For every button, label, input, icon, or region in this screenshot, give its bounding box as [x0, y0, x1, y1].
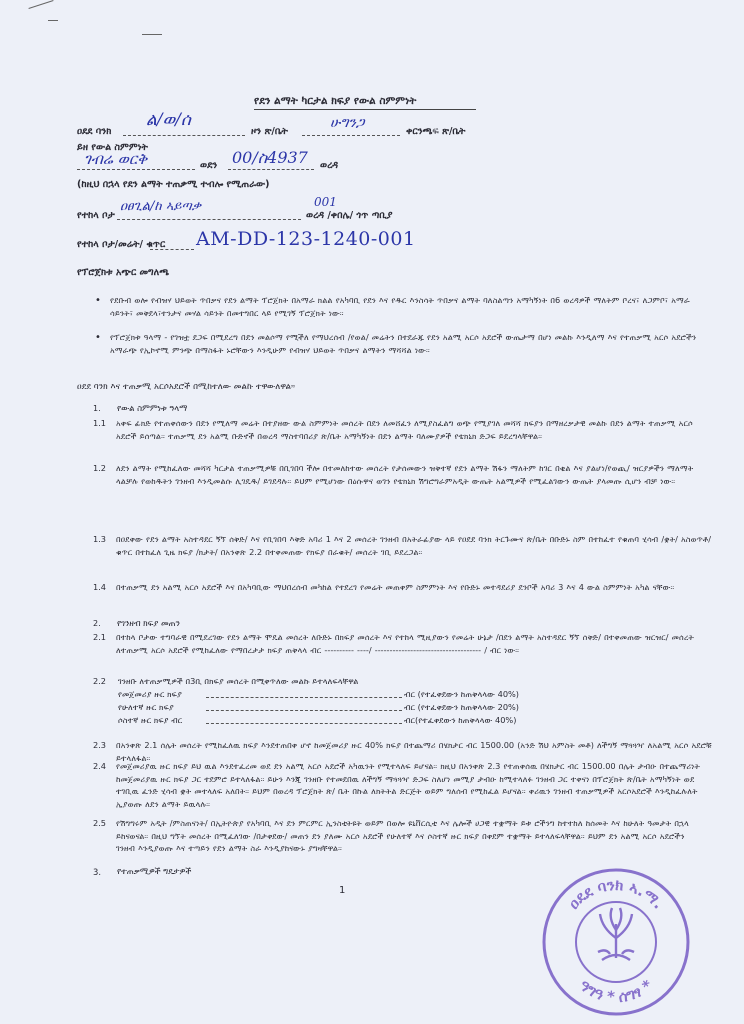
fill-line	[206, 710, 402, 711]
clause-number: 1.1	[93, 418, 107, 428]
scan-mark	[28, 0, 53, 9]
woreda-kebele-label: ወረዳ /ቀበሌ/ ጎጥ ጣቢያ	[306, 210, 393, 221]
clause-text: የመጀመሪያዉ ዙር ክፍያ ይህ ዉል እንደተፈረመ ወደ ደን አልሚ አርሶ አደሮች አካዉንት የሚተላለፍ ይሆናል። ክዚህ በአንቀጽ 2.3 የተጠቀሰዉ በሄክታር ብር 1500.00 በሌት ታብዑ በተጨማሪነት ከመጀመሪያዉ ዙር ክፍያ ጋር ተደምሮ ይተላለፋል። ይሁን እንጂ ገንዘቡ የተመደበዉ ለችግኝ ማጓጓዣ ድጋፍ ስለሆነ መሚያ ታብዑ ከሚተላለፉ ገንዘብ ጋር ተቀናነ በፕሮጀክት ጽ/ቤት አማካኝነት ወደ ተገቢዉ ፈንድ ሂሳብ ቋት መተላለፍ አለበት። ይህም በወረዳ ፕሮጀክት ጽ/ ቤት በኩል ለክትትል ድርጅት ወይም ግለሰብ የሚከፈል ይሆናል። ቀሪዉን ገንዘብ ተጠቃሚዎች አርሶአደሮች እንዲከፈሉለት ኢያወጡ ለደን ልማት ይዉላሉ።	[116, 761, 700, 809]
section-3-title: የተጠቃሚዎች ግዴታዎች	[117, 866, 192, 876]
clause-text: ለደን ልማት የሚከፈለው መሻሻ ካርታል ተጠቃሚዎቹ በቢገበባ ችሎ በተመለከተው መሰረት የታሰመውን ዝቅተኛ የደን ልማት ሽፋን ማለትም ከገር በቂል እና ያልሆነ/የወጪ/ ዝርያዎችን ማለማት ላልቻሉ የወከዱትን ገንዘብ እንዲመልሱ ሊገዴዱ/ ይገደዳሉ። ይህም የሚሆነው በዕሱዋና ወገን የቴክኒክ ሽግሮግራምአዲት ውጤት አልሚዎች የሚፈልገውን ውጤት ያላመጡ ሲሆን ብቻ ነው።	[116, 463, 694, 486]
clause-text: ገንዘቡ ለተጠቃሚዎች በ3ቢ በክፍያ መሰረት በሚቀጥለው መልኩ ይተላለፍላቸዋል	[118, 676, 359, 686]
stamp-graphic	[542, 868, 690, 1016]
clause-number: 1.2	[93, 463, 107, 473]
bullet-paragraph: የፕሮጀክቱ ዓላማ - የገዝቷ ደጋፍ በሚደረግ በደን መልሶማ የሚችለ የማህረሰብ /የወል/ መሬትን በተደራጁ የደን አልሚ አርሶ አደሮች ውጤታማ በሆነ መልኩ እንዲለማ እና የተጠቃሚ አርሶ አደሮችን አማራጭ የኢኮኖሚ ምንጭ በማስፋት ኑሮቸውን እንዲሁም የብዝሃ ህይወት ጥበቃና ልማትን ማሻሻል ነው።	[110, 332, 697, 355]
title-underline	[254, 109, 476, 110]
payment-round-percent: ብር (የተፈቀደውን ከጠቅላላው 20%)	[404, 702, 520, 712]
fill-line	[150, 249, 194, 250]
clause-text: በተከላ ቦታው ተግባራዊ በሚደረገው የደን ልማት ሞዴል መሰረት ለቡድኑ በክፍያ መሰረት እና የተከላ ሚዚያውን የመሬት ሁኔታ /በደን ልማት አስተዳደር ኝኘ ሰቅድ/ በተቀመጠው ዝርዝር/ መሰረት ለተጠቃሚ አርሶ አደሮች የሚከፈለው የማበረታታ ክፍያ ጠቅላላ ብር ---------- ----/ ------------------------------------ / ብር ነው።	[116, 632, 694, 655]
handwritten-site-code: AM-DD-123-1240-001	[196, 228, 416, 250]
handwritten-site-number: 001	[314, 195, 337, 209]
clause-number: 2.4	[93, 761, 107, 771]
planting-site-label: የተከላ ቦታ	[77, 210, 115, 221]
section-number: 1.	[93, 404, 101, 413]
stamp-bottom-text: ዓግዓ * ሰግፃ *	[575, 976, 657, 1007]
project-summary-heading: የፕሮጀክቱ አጭር መግለጫ	[77, 267, 170, 278]
official-stamp	[542, 868, 690, 1016]
payment-round-label: የሁለተኛ ዙር ክፍያ	[118, 702, 174, 712]
payment-round-percent: ብር (የተፈቀደውን ከጠቅላላው 40%)	[404, 689, 520, 699]
stamp-top-text: ዐደደ ባንክ ኣ.ማ.	[564, 875, 668, 913]
fill-line	[123, 135, 245, 136]
section-number: 2.	[93, 619, 101, 628]
fill-line	[228, 169, 314, 170]
svg-text:ዓግዓ * ሰግፃ *	[576, 976, 656, 1006]
clause-number: 2.1	[93, 632, 107, 642]
clause-text: አቀፍ ፊክድ የተጠቀሰውን በደን የሚለማ መሬት በተያዘው ውል ስምምነት መሰረት በደን ለመሸፈን ለሚያስፈልግ ወጭ የሚያገለ መሻሻ ክፍያን በማዘረቃታዊ መልኩ በደን ልማት ተጠቃሚ አርሶ አደሮች ይሰጣል። ተጠቃሚ ደን አልሚ ቡድኖች በወረዳ ማስተባበሪያ ጽ/ቤት አማካኝነት በደን ልማት ባለሙያዎች የቴክኒክ ድጋፍ ይደረግላቸዋል።	[116, 418, 693, 441]
handwritten-name: ገብሬ ወርቅ	[84, 150, 148, 168]
handwritten-bank-branch: ል/ወ/ሰ	[146, 110, 191, 130]
forest-label: ወደን	[200, 160, 218, 171]
scan-mark	[142, 34, 162, 35]
payment-round-percent: ብር(የተፈቀደውን ከጠቅላላው 40%)	[404, 715, 517, 725]
clause-text: የሽግግሩም አዲት /ምስጠናነት/ በኢትዮጵያ የአካባቢ እና ደን ምርምር ኢንስቲትዩት ወይም በወሎ ዩኒቨርሲቲ እና ሌሎች ሀጋዊ ተቋማት ይቱ ሮችንግ ከተተከለ ከሰመት እና ከሁለት ዓመታት በኋላ ይከናወናል። በዚህ ግኘት መሰረት በሚፈለገው /በታቀደው/ መጠን ደን ያለሙ አርሶ አደሮች የሁለተኛ እና ሶስተኛ ዙር ክፍያ በቀደም ተቋማት ይተላለፍላቸዋል። ይህም ደን አልሚ አርሶ አደሮችን ገንዘብ እንዲያወጡ እና ተጣይን የደን ልማት ስራ እንዲያከናውኑ ያግዛቸዋል።	[116, 818, 689, 854]
clause-text: በዐደቀው የደን ልማት አስተዳደር ኝኘ ሰቅድ/ እና የቢገበባ እቅድ አባሪ 1 እና 2 መሰረት ገንዘብ በአትራፊያው ላይ የዐደደ ባንክ ትርጉሙና ጽ/ቤት በቡድኑ ስም በተከፈተ የቁጠባ ሂሳብ /ቋት/ አስወጥቶ/ ቁጥር በተከፈለ ጊዜ ክፍያ /ክታት/ በአንቀጽ 2.2 በተቀመጠው የክፍያ በራቁት/ መሰረት ገቢ ይደረጋል።	[116, 534, 712, 557]
bullet-icon: •	[95, 295, 101, 306]
fill-line	[117, 219, 301, 220]
beneficiary-note: (ከዚህ በኋላ የደን ልማት ተጠቃሚ ተብሎ የሚጠራው)	[77, 179, 270, 190]
section-2-title: የገንዘብ ክፍያ መጠን	[117, 618, 180, 628]
clause-number: 2.3	[93, 740, 107, 750]
bullet-icon: •	[95, 332, 101, 343]
clause-number: 2.2	[93, 676, 107, 686]
stamp-flower-icon	[598, 908, 634, 960]
woreda-label: ወረዳ	[320, 160, 339, 171]
document-title: የደን ልማት ካርታል ክፍያ የውል ስምምነት	[254, 95, 417, 107]
bullet-paragraph: የደቡብ ወሎ የብዝሃ ህይወት ጥበቃና የደን ልማት ፕሮጀክት በአማራ ክልል የአካባቢ የደን እና የዱር እንስሳት ጥበቃና ልማት ባለስልጣን አማካኝነት በ6 ወረዳዎች ማለትም ቦረና፣ ለጋምቦ፣ አማራ ሳይንት፣ መቅደላ፣ተንታና መሃል ሳይንት በመተግበር ላይ የሚገኝ ፕሮጀክት ነው።	[110, 295, 690, 318]
payment-round-label: ሶስተኛ ዙር ክፍያ ብር	[118, 715, 183, 725]
payment-round-label: የመጀመሪያ ዙር ክፍያ	[118, 689, 182, 699]
zone-office-label: ዞን ጽ/ቤት	[251, 126, 288, 137]
agreement-label: ይዘ የውል ስምምነት	[77, 142, 148, 153]
fill-line	[77, 169, 195, 170]
bank-label: ዐደደ ባንክ	[77, 126, 112, 137]
branch-office-label: ቀርንጫፍ ጽ/ቤት	[406, 126, 466, 137]
site-number-label: የተከላ ቦታ/መሬት/ ቁጥር	[77, 239, 166, 250]
handwritten-id: 00/ስ4937	[232, 148, 308, 167]
section-number: 3.	[93, 867, 101, 877]
scan-mark	[48, 20, 58, 21]
page-number: 1	[339, 885, 346, 896]
handwritten-zone: ሁግንጋ	[330, 115, 365, 131]
clause-number: 1.4	[93, 582, 107, 592]
clause-number: 2.5	[93, 818, 107, 828]
clause-text: በአንቀጽ 2.1 ሰሌት መሰረት የሚከፈለዉ ክፍያ እንደተጠበቀ ሆኖ ከመጀመሪያ ዙር 40% ክፍያ በተጨማሪ በሄክታር ብር 1500.00 (አንድ ሽህ አምስት መቶ) ለችግኝ ማጓጓዣ ለአልሚ አርሶ አደሮቹ ይተላለፋል።	[116, 740, 712, 763]
fill-line	[302, 135, 400, 136]
fill-line	[206, 723, 402, 724]
section-1-title: የውል ስምምነቱ ዓላማ	[117, 403, 188, 413]
fill-line	[206, 697, 402, 698]
handwritten-site: ዐፀጊል/ከ ኣይጣቃ	[120, 199, 202, 214]
clause-text: በተጠቃሚ ደን አልሚ አርሶ አደሮች እና በአካባቢው ማህበረሰብ መካከል የተደረገ የመሬት መጠቀም ስምምነት እና የቡድኑ መተዳደሪያ ደንቦች አባሪ 3 እና 4 ውል ስምምነት አካል ናቸው።	[116, 582, 675, 592]
clause-number: 1.3	[93, 534, 107, 544]
intro-line: ዐደደ ባንክ እና ተጠቃሚ አርሶአደሮች በሚከተለው መልኩ ተዋውለዋል።	[77, 382, 296, 392]
